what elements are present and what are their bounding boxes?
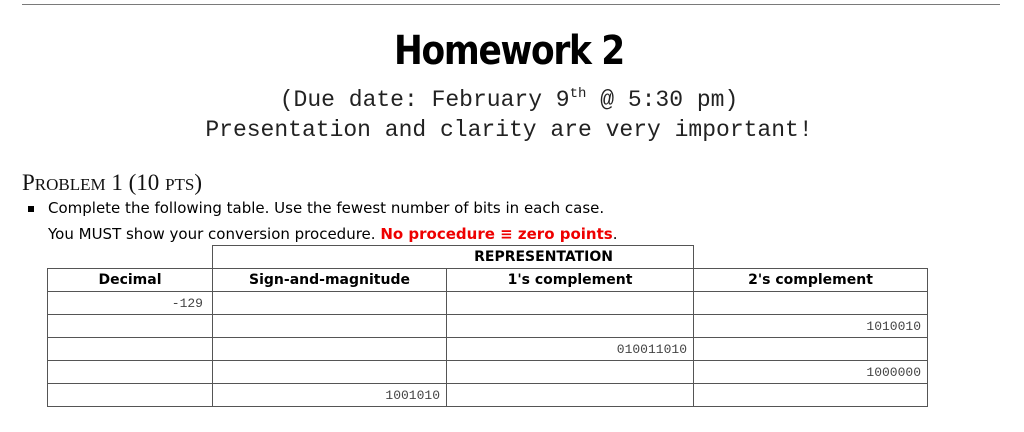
table-cell[interactable] (48, 361, 213, 384)
problem-heading-pts: PTS (165, 175, 195, 194)
table-row (48, 338, 928, 361)
table-corner-left (48, 246, 213, 269)
instruction-line-1: Complete the following table. Use the fewest number of bits in each case. (48, 199, 605, 217)
representation-header: REPRESENTATION (213, 246, 694, 269)
page-title: Homework 2 (394, 28, 624, 74)
table-cell[interactable] (694, 338, 928, 361)
table-row (48, 361, 928, 384)
instruction-plain: You MUST show your conversion procedure. (48, 225, 381, 243)
table-cell[interactable]: 010011010 (447, 338, 694, 361)
table-cell[interactable] (213, 338, 447, 361)
presentation-note: Presentation and clarity are very important! (205, 117, 813, 143)
table-cell[interactable] (694, 384, 928, 407)
column-header-sign-magnitude: Sign-and-magnitude (213, 269, 447, 292)
table-group-header-row (48, 246, 928, 269)
table-row (48, 384, 928, 407)
table-cell[interactable] (48, 384, 213, 407)
instruction-period: . (612, 225, 618, 243)
table-corner-right (694, 246, 928, 269)
column-header-decimal: Decimal (48, 269, 213, 292)
table-cell[interactable] (213, 361, 447, 384)
table-cell[interactable] (48, 338, 213, 361)
table-cell[interactable] (694, 292, 928, 315)
problem-heading-smallcaps: ROBLEM (34, 175, 106, 194)
due-date (0, 86, 1018, 113)
table-cell[interactable] (213, 292, 447, 315)
table-cell[interactable]: -129 (48, 292, 213, 315)
column-header-ones-complement: 1's complement (447, 269, 694, 292)
problem-heading-initial: P (22, 170, 35, 195)
column-header-twos-complement: 2's complement (694, 269, 928, 292)
table-cell[interactable] (447, 315, 694, 338)
instruction-warning: No procedure ≡ zero points (380, 225, 613, 243)
table-header-row (48, 269, 928, 292)
problem-heading-number: 1 (10 (105, 170, 166, 195)
due-date-superscript: th (569, 86, 587, 102)
table-cell[interactable] (447, 292, 694, 315)
instruction-line-2 (48, 225, 617, 243)
table-cell[interactable]: 1001010 (213, 384, 447, 407)
due-date-suffix: @ 5:30 pm) (586, 87, 739, 113)
table-row (48, 292, 928, 315)
top-rule (22, 4, 1000, 5)
table-cell[interactable] (447, 361, 694, 384)
table-cell[interactable] (213, 315, 447, 338)
table-cell[interactable] (48, 315, 213, 338)
table-cell[interactable]: 1010010 (694, 315, 928, 338)
due-date-prefix: (Due date: February 9 (279, 87, 570, 113)
table-row (48, 315, 928, 338)
table-cell[interactable] (447, 384, 694, 407)
table-cell[interactable]: 1000000 (694, 361, 928, 384)
problem-heading (22, 170, 202, 196)
bullet-marker (28, 206, 34, 212)
conversion-table (47, 245, 928, 407)
problem-heading-close: ) (194, 170, 203, 195)
